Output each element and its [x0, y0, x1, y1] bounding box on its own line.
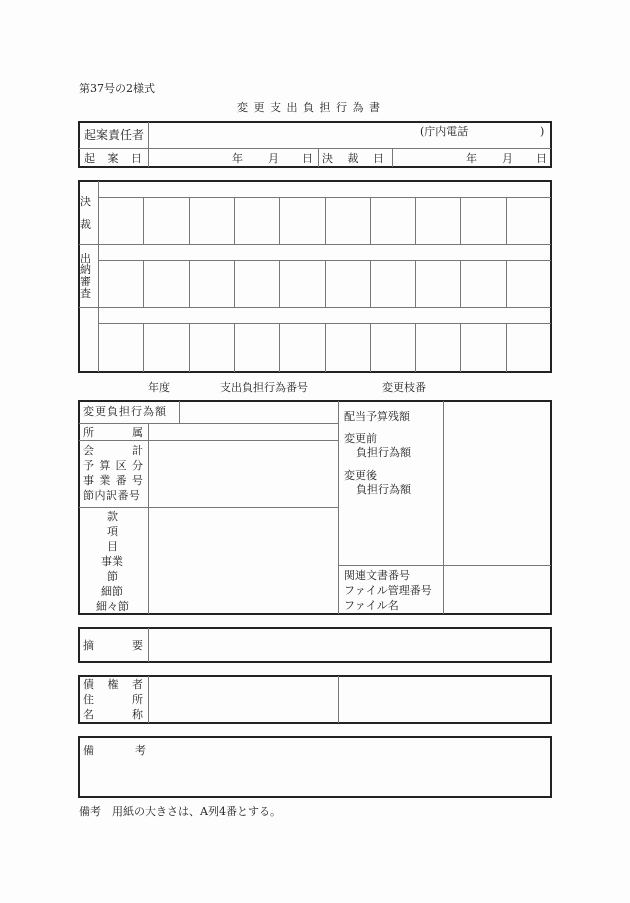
draft-day: 日 — [302, 152, 313, 165]
change-amount-label: 変更負担行為額 — [83, 405, 167, 418]
budget-item-jigyo: 事業 — [101, 555, 123, 568]
remarks-label-2: 考 — [135, 744, 146, 757]
budget-item-kou: 項 — [107, 525, 118, 538]
stamp-cell[interactable] — [507, 198, 550, 243]
drafter-field[interactable] — [150, 122, 550, 148]
approval-label-2c: 審 — [80, 275, 91, 288]
remarks-label-1: 備 — [83, 744, 94, 757]
stamp-cell[interactable] — [416, 261, 459, 306]
draft-year: 年 — [232, 152, 243, 165]
drafter-label: 起案責任者 — [84, 128, 145, 142]
stamp-cell[interactable] — [326, 324, 369, 371]
stamp-cell[interactable] — [144, 198, 187, 243]
stamp-cell[interactable] — [326, 198, 369, 243]
section-breakdown-label: 節内訳番号 — [83, 489, 141, 502]
fiscal-year-label: 年度 — [148, 381, 170, 394]
summary-label: 摘 要 — [83, 639, 143, 652]
project-number-label: 事 業 番 号 — [83, 474, 143, 487]
stamp-cell[interactable] — [371, 324, 414, 371]
footnote: 備考 用紙の大きさは、A列4番とする。 — [79, 805, 281, 818]
divider — [79, 507, 338, 508]
stamp-cell[interactable] — [190, 261, 233, 306]
stamp-cell[interactable] — [371, 198, 414, 243]
stamp-cell[interactable] — [190, 324, 233, 371]
divider — [338, 565, 551, 566]
page-title: 変 更 支 出 負 担 行 為 書 — [237, 101, 381, 114]
budget-item-saisetsu: 細節 — [101, 585, 123, 598]
divider — [148, 628, 149, 662]
name-label: 名 称 — [83, 708, 143, 721]
divider — [79, 423, 338, 424]
stamp-cell[interactable] — [144, 324, 187, 371]
phone-close: ) — [540, 125, 545, 138]
before-amount-label: 負担行為額 — [356, 446, 411, 459]
stamp-cell[interactable] — [507, 324, 550, 371]
stamp-cell[interactable] — [190, 198, 233, 243]
creditor-table — [78, 675, 552, 724]
budget-remaining-label: 配当予算残額 — [344, 410, 410, 423]
stamp-cell[interactable] — [416, 324, 459, 371]
stamp-cell[interactable] — [507, 261, 550, 306]
budget-item-setsu: 節 — [107, 570, 118, 583]
stamp-cell[interactable] — [416, 198, 459, 243]
related-doc-label: 関連文書番号 — [344, 569, 410, 582]
divider — [79, 440, 338, 441]
stamp-cell[interactable] — [144, 261, 187, 306]
approval-label-2d: 査 — [80, 287, 91, 300]
divider — [148, 423, 149, 614]
stamp-cell[interactable] — [280, 198, 323, 243]
divider — [392, 148, 393, 167]
summary-table — [78, 627, 552, 663]
affiliation-label: 所 属 — [83, 426, 143, 439]
stamp-cell[interactable] — [326, 261, 369, 306]
stamp-cell[interactable] — [280, 324, 323, 371]
decision-year: 年 — [466, 152, 477, 165]
divider — [79, 148, 551, 149]
stamp-cell[interactable] — [99, 261, 142, 306]
divider — [148, 122, 149, 167]
divider — [338, 401, 339, 614]
divider — [318, 148, 319, 167]
account-label: 会 計 — [83, 444, 143, 457]
approval-label-1a: 決 — [80, 195, 91, 208]
expense-number-label: 支出負担行為番号 — [220, 381, 308, 394]
file-name-label: ファイル名 — [344, 599, 399, 612]
decision-date-label: 決 裁 日 — [322, 152, 384, 165]
form-number: 第37号の2様式 — [79, 82, 155, 95]
stamp-cell[interactable] — [235, 324, 278, 371]
stamp-cell[interactable] — [371, 261, 414, 306]
stamp-cell[interactable] — [235, 198, 278, 243]
divider — [148, 676, 149, 723]
phone-label: (庁内電話 — [420, 125, 469, 138]
stamp-cell[interactable] — [99, 324, 142, 371]
budget-item-moku: 目 — [107, 540, 118, 553]
after-amount-label: 負担行為額 — [356, 483, 411, 496]
creditor-label: 債 権 者 — [83, 678, 143, 691]
approval-label-2a: 出 — [80, 252, 91, 265]
decision-day: 日 — [536, 152, 547, 165]
divider — [179, 401, 180, 423]
after-change-label: 変更後 — [344, 469, 377, 482]
file-mgmt-label: ファイル管理番号 — [344, 584, 432, 597]
stamp-cell[interactable] — [235, 261, 278, 306]
stamp-cell[interactable] — [461, 324, 504, 371]
divider — [338, 676, 339, 723]
budget-item-saisaisetsu: 細々節 — [96, 600, 129, 613]
draft-date-label: 起 案 日 — [84, 152, 142, 165]
change-branch-label: 変更枝番 — [382, 381, 426, 394]
divider — [443, 401, 444, 614]
budget-class-label: 予 算 区 分 — [83, 459, 143, 472]
decision-month: 月 — [502, 152, 513, 165]
remarks-table — [78, 736, 552, 798]
approval-label-1b: 裁 — [80, 218, 91, 231]
divider — [79, 307, 551, 308]
budget-item-kan: 款 — [107, 510, 118, 523]
draft-month: 月 — [268, 152, 279, 165]
stamp-cell[interactable] — [461, 198, 504, 243]
approval-label-2b: 納 — [80, 263, 91, 276]
stamp-cell[interactable] — [280, 261, 323, 306]
stamp-cell[interactable] — [99, 198, 142, 243]
address-label: 住 所 — [83, 693, 143, 706]
divider — [79, 244, 551, 245]
before-change-label: 変更前 — [344, 432, 377, 445]
stamp-cell[interactable] — [461, 261, 504, 306]
